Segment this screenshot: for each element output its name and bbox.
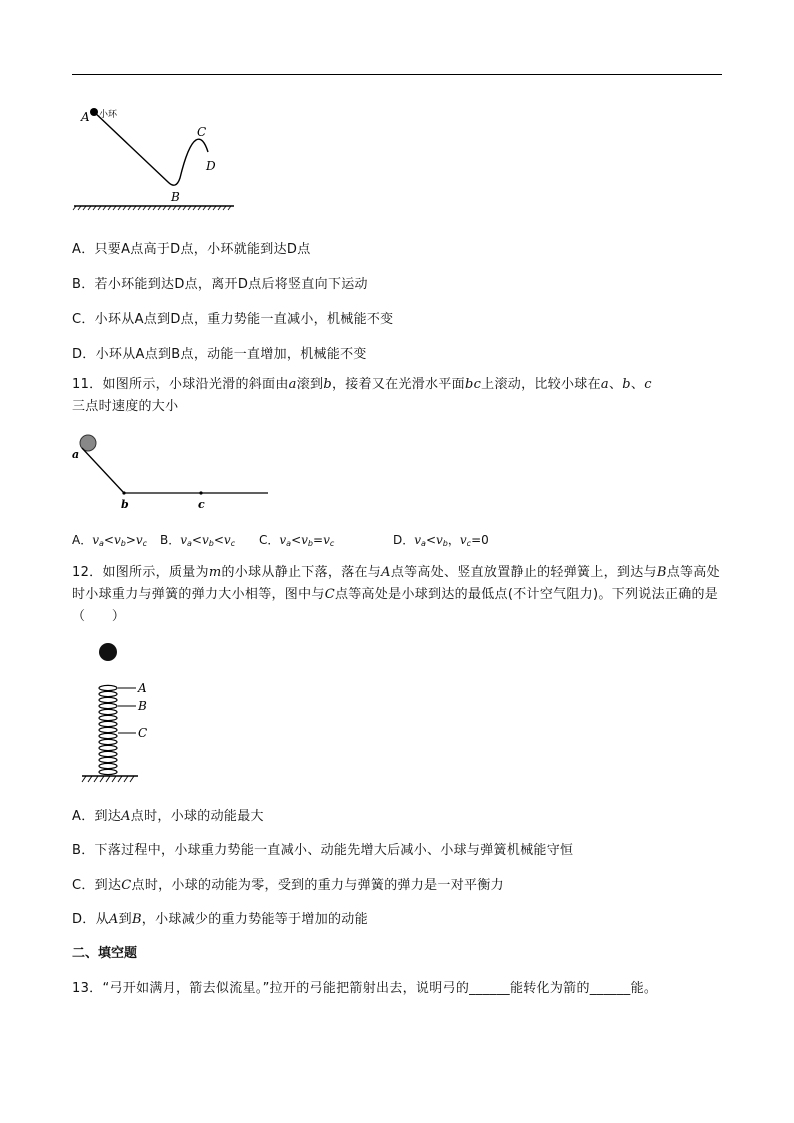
q11-option-b: B．va<vb<vc xyxy=(160,533,236,548)
q11-stem: 11．如图所示，小球沿光滑的斜面由a滚到b，接着又在光滑水平面bc上滚动，比较小球在a、b、c 三点时速度的大小 xyxy=(72,377,652,414)
q12-stem: 12．如图所示，质量为m的小球从静止下落，落在与A点等高处、竖直放置静止的轻弹簧上，到达与B点等高处时小球重力与弹簧的弹力大小相等，图中与C点等高处是小球到达的最低点(不计空气阻力)。下列说法正确的是（ ） xyxy=(72,565,720,624)
base-hatching xyxy=(82,776,134,782)
q11-option-a: A．va<vb>vc xyxy=(72,533,148,548)
q13-number: 13． xyxy=(72,981,103,996)
ring xyxy=(90,108,98,116)
falling-ball xyxy=(99,643,117,661)
header-rule xyxy=(72,74,722,75)
label-b: b xyxy=(121,498,129,511)
label-b: B xyxy=(171,190,180,204)
label-a: A xyxy=(81,110,90,124)
q11-number: 11． xyxy=(72,377,103,392)
q13-blank-2: ______ xyxy=(589,981,631,996)
label-c: C xyxy=(197,125,207,139)
figure-ring-track xyxy=(72,100,242,212)
q12-number: 12． xyxy=(72,565,103,580)
q10-option-c: C．小环从A点到D点，重力势能一直减小，机械能不变 xyxy=(72,312,394,327)
label-a: A xyxy=(138,681,147,695)
q12-option-a: A．到达A点时，小球的动能最大 xyxy=(72,809,264,824)
point-c xyxy=(199,491,202,494)
q12-option-c: C．到达C点时，小球的动能为零，受到的重力与弹簧的弹力是一对平衡力 xyxy=(72,878,504,893)
q10-option-d: D．小环从A点到B点，动能一直增加，机械能不变 xyxy=(72,347,367,362)
figure-slope xyxy=(72,430,272,515)
slope-line xyxy=(82,448,124,493)
q11-option-c: C．va<vb=vc xyxy=(259,533,335,548)
point-b xyxy=(122,491,125,494)
figure-spring xyxy=(80,640,160,785)
section-title: 二、填空题 xyxy=(72,946,138,961)
q10-option-a: A．只要A点高于D点，小环就能到达D点 xyxy=(72,242,311,257)
label-c: C xyxy=(138,726,148,740)
label-ring: 小环 xyxy=(99,110,118,120)
label-a: a xyxy=(72,448,80,461)
q13-blank-1: ______ xyxy=(469,981,510,996)
wire-track xyxy=(92,110,208,185)
q12-option-b: B．下落过程中，小球重力势能一直减小、动能先增大后减小、小球与弹簧机械能守恒 xyxy=(72,843,574,858)
q12-option-d: D．从A到B，小球减少的重力势能等于增加的动能 xyxy=(72,912,368,927)
q11-option-d: D．va<vb，vc=0 xyxy=(393,533,489,548)
label-b: B xyxy=(138,699,147,713)
spring-coils xyxy=(99,685,117,774)
label-c: c xyxy=(198,498,205,511)
label-d: D xyxy=(206,159,216,173)
q13-text: 13．“弓开如满月，箭去似流星。”拉开的弓能把箭射出去，说明弓的______能转化为箭的______能。 xyxy=(72,981,658,996)
q10-option-b: B．若小环能到达D点，离开D点后将竖直向下运动 xyxy=(72,277,368,292)
